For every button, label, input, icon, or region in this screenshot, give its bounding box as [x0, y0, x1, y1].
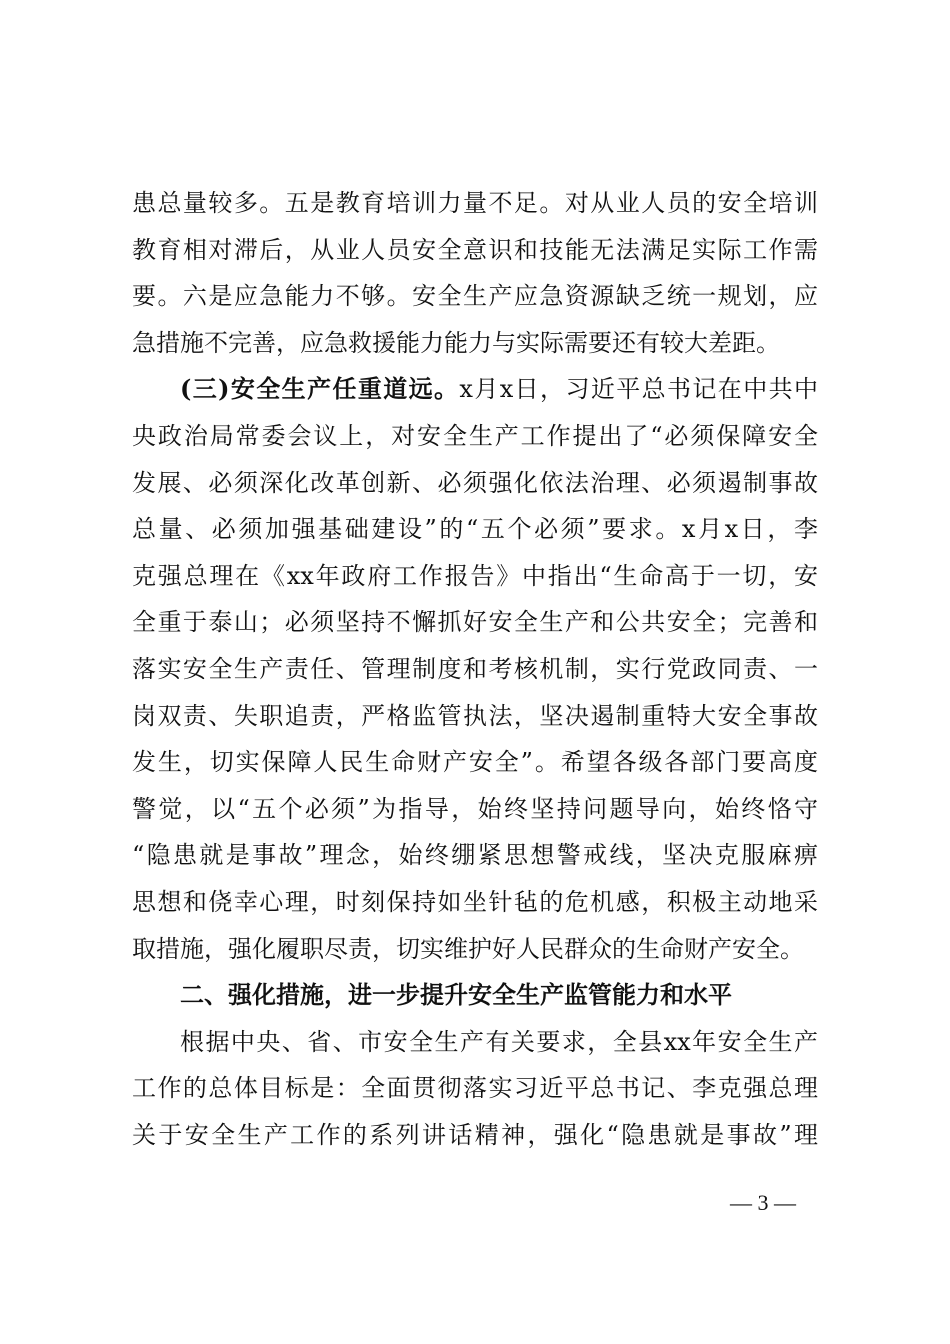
section-heading: 二、强化措施，进一步提升安全生产监管能力和水平	[180, 980, 732, 1010]
text-line: 发展、必须深化改革创新、必须强化依法治理、必须遏制事故	[132, 468, 818, 497]
text-line: 教育相对滞后，从业人员安全意识和技能无法满足实际工作需	[132, 235, 818, 264]
text-line: 克强总理在《xx年政府工作报告》中指出“生命高于一切，安	[132, 561, 818, 590]
text-line: 警觉，以“五个必须”为指导，始终坚持问题导向，始终恪守	[132, 794, 818, 823]
text-line: 总量、必须加强基础建设”的“五个必须”要求。x月x日，李	[132, 515, 818, 544]
subsection-title: (三)安全生产任重道远。	[180, 374, 460, 404]
page-number: — 3 —	[730, 1190, 796, 1215]
text-line: 患总量较多。五是教育培训力量不足。对从业人员的安全培训	[132, 189, 818, 217]
text-line: 工作的总体目标是：全面贯彻落实习近平总书记、李克强总理	[132, 1074, 818, 1103]
text-line: 全重于泰山；必须坚持不懈抓好安全生产和公共安全；完善和	[132, 608, 818, 637]
text-line: 央政治局常委会议上，对安全生产工作提出了“必须保障安全	[132, 421, 818, 450]
text-line: 要。六是应急能力不够。安全生产应急资源缺乏统一规划，应	[132, 282, 818, 311]
text-line: 发生，切实保障人民生命财产安全”。希望各级各部门要高度	[132, 748, 818, 777]
text-line: “隐患就是事故”理念，始终绷紧思想警戒线，坚决克服麻痹	[132, 841, 818, 870]
text-line: 关于安全生产工作的系列讲话精神，强化“隐患就是事故”理	[132, 1120, 818, 1149]
text-line: 思想和侥幸心理，时刻保持如坐针毡的危机感，积极主动地采	[132, 887, 818, 916]
text-line: 急措施不完善，应急救援能力能力与实际需要还有较大差距。	[132, 328, 780, 357]
text-line: 取措施，强化履职尽责，切实维护好人民群众的生命财产安全。	[132, 934, 804, 963]
body-text	[132, 180, 818, 1158]
text-line: 岗双责、失职追责，严格监管执法，坚决遏制重特大安全事故	[132, 701, 818, 730]
text-line: 根据中央、省、市安全生产有关要求，全县xx年安全生产	[180, 1027, 818, 1056]
text-line: 落实安全生产责任、管理制度和考核机制，实行党政同责、一	[132, 654, 818, 683]
section-heading-line	[132, 366, 818, 413]
text-fragment: x月x日，习近平总书记在中共中	[459, 375, 818, 404]
